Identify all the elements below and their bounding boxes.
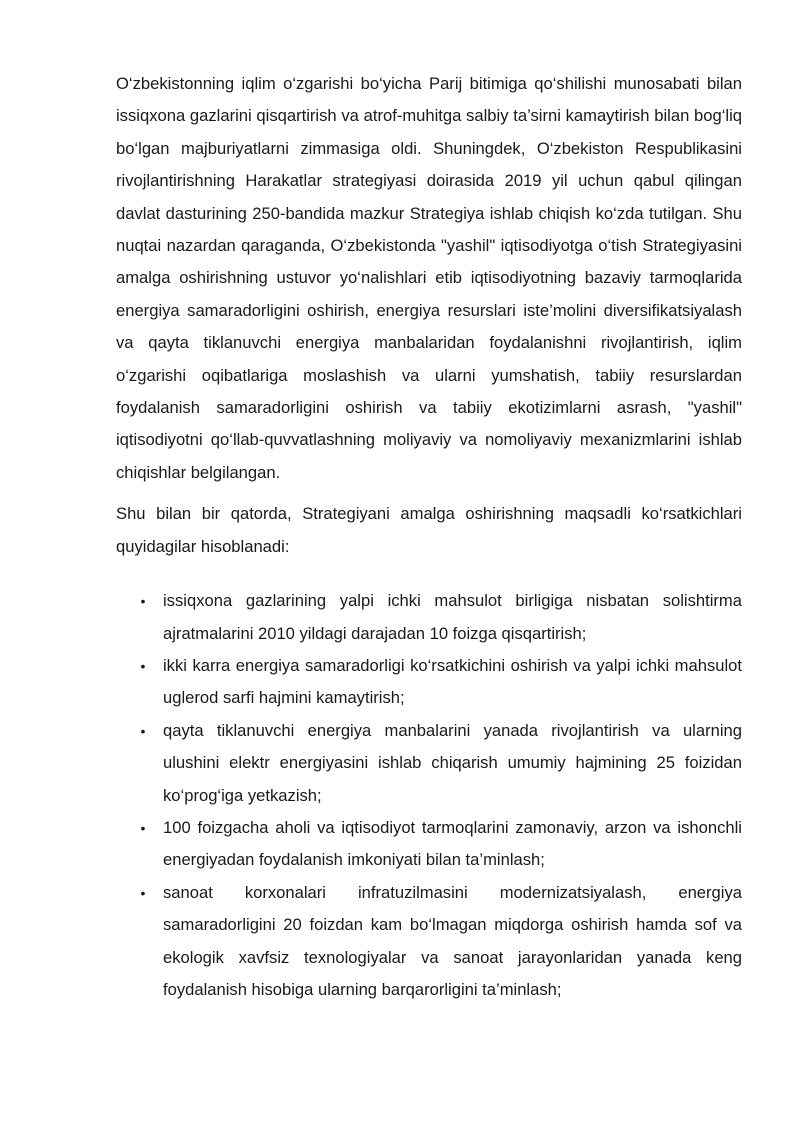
list-item-text: sanoat korxonalari infratuzilmasini modernizatsiyalash, energiya samaradorligini 20 foizdan kam bo‘lmagan miqdorga oshirish hamda sof va ekologik xavfsiz texnologiyalar va sanoat jarayonlaridan yanada keng foydalanish hisobiga ularning barqarorligini ta’minlash; — [163, 882, 742, 999]
paragraph-intro: O‘zbekistonning iqlim o‘zgarishi bo‘yicha Parij bitimiga qo‘shilishi munosabati bilan issiqxona gazlarini qisqartirish va atrof-muhitga salbiy ta’sirni kamaytirish bilan bog‘liq bo‘lgan majburiyatlarni zimmasiga oldi. Shuningdek, O‘zbekiston Respublikasini rivojlantirishning Harakatlar strategiyasi doirasida 2019 yil uchun qabul qilingan davlat dasturining 250-bandida mazkur Strategiya ishlab chiqish ko‘zda tutilgan. Shu nuqtai nazardan qaraganda, O‘zbekistonda "yashil" iqtisodiyotga o‘tish Strategiyasini amalga oshirishning ustuvor yo‘nalishlari etib iqtisodiyotning bazaviy tarmoqlarida energiya samaradorligini oshirish, energiya resurslari iste’molini diversifikatsiyalash va qayta tiklanuvchi energiya manbalaridan foydalanishni rivojlantirish, iqlim o‘zgarishi oqibatlariga moslashish va ularni yumshatish, tabiiy resurslardan foydalanish samaradorligini oshirish va tabiiy ekotizimlarni asrash, "yashil" iqtisodiyotni qo‘llab-quvvatlashning moliyaviy va nomoliyaviy mexanizmlarini ishlab chiqishlar belgilangan. — [116, 74, 742, 482]
list-item-text: qayta tiklanuvchi energiya manbalarini yanada rivojlantirish va ularning ulushini elektr energiyasini ishlab chiqarish umumiy hajmining 25 foizidan ko‘prog‘iga yetkazish; — [163, 720, 742, 805]
list-item — [116, 650, 742, 715]
list-item — [116, 812, 742, 877]
list-item — [116, 715, 742, 812]
target-indicators-list — [116, 585, 742, 1006]
bullet-icon: • — [140, 884, 146, 901]
bullet-icon: • — [140, 819, 146, 836]
list-item — [116, 877, 742, 1007]
bullet-icon: • — [140, 593, 146, 610]
paragraph-targets-lead: Shu bilan bir qatorda, Strategiyani amalga oshirishning maqsadli ko‘rsatkichlari quyidagilar hisoblanadi: — [116, 504, 742, 556]
document-body — [116, 68, 742, 1006]
list-item-text: issiqxona gazlarining yalpi ichki mahsulot birligiga nisbatan solishtirma ajratmalarini 2010 yildagi darajadan 10 foizga qisqartirish; — [163, 591, 742, 643]
bullet-icon: • — [140, 657, 146, 674]
list-item — [116, 585, 742, 650]
list-item-text: ikki karra energiya samaradorligi ko‘rsatkichini oshirish va yalpi ichki mahsulot uglerod sarfi hajmini kamaytirish; — [163, 655, 742, 708]
bullet-icon: • — [140, 722, 146, 739]
list-item-text: 100 foizgacha aholi va iqtisodiyot tarmoqlarini zamonaviy, arzon va ishonchli energiyadan foydalanish imkoniyati bilan ta’minlash; — [163, 817, 742, 870]
